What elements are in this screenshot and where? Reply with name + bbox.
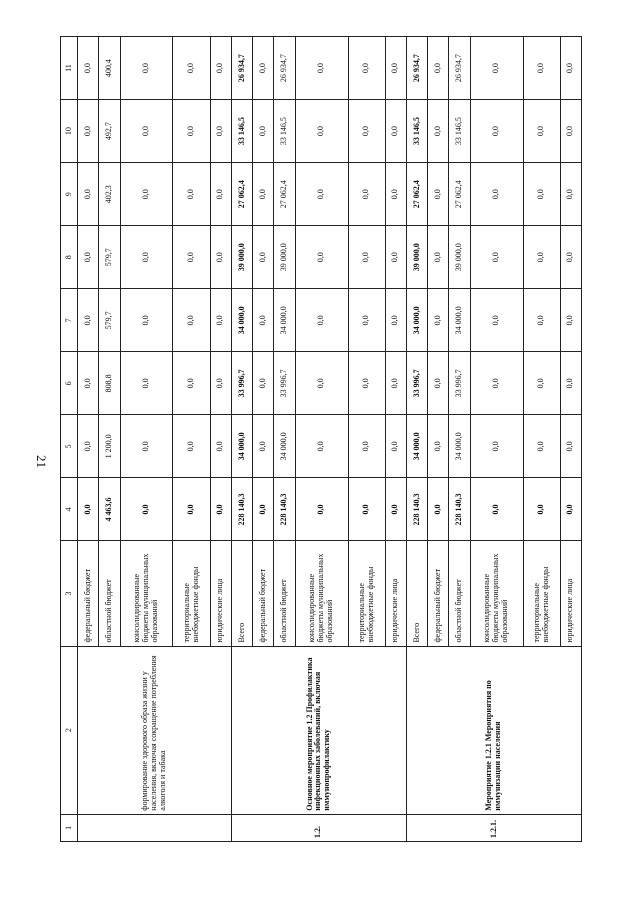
- value-cell: 0,0: [523, 478, 560, 541]
- table-row: [231, 37, 252, 842]
- value-cell: 0,0: [173, 415, 210, 478]
- value-cell: 0,0: [560, 226, 581, 289]
- funding-source: областной бюджет: [99, 541, 120, 646]
- value-cell: 0,0: [295, 163, 348, 226]
- value-cell: 0,0: [470, 226, 523, 289]
- value-cell: 26 934,7: [406, 37, 427, 100]
- value-cell: 26 934,7: [449, 37, 470, 100]
- value-cell: 228 140,3: [274, 478, 295, 541]
- value-cell: 0,0: [348, 100, 385, 163]
- value-cell: 0,0: [210, 226, 231, 289]
- column-number: 11: [61, 37, 78, 100]
- value-cell: 0,0: [560, 415, 581, 478]
- value-cell: 228 140,3: [449, 478, 470, 541]
- section-code: 1.2.1.: [406, 814, 581, 841]
- column-number-row: [61, 37, 78, 842]
- value-cell: 0,0: [210, 478, 231, 541]
- value-cell: 0,0: [523, 352, 560, 415]
- value-cell: 0,0: [428, 352, 449, 415]
- value-cell: 26 934,7: [274, 37, 295, 100]
- column-number: 4: [61, 478, 78, 541]
- value-cell: 0,0: [173, 37, 210, 100]
- value-cell: 0,0: [428, 415, 449, 478]
- value-cell: 0,0: [295, 37, 348, 100]
- value-cell: 0,0: [253, 289, 274, 352]
- value-cell: 0,0: [428, 289, 449, 352]
- value-cell: 0,0: [173, 100, 210, 163]
- value-cell: 0,0: [523, 100, 560, 163]
- value-cell: 0,0: [348, 289, 385, 352]
- value-cell: 0,0: [470, 37, 523, 100]
- value-cell: 34 000,0: [406, 415, 427, 478]
- value-cell: 0,0: [173, 478, 210, 541]
- value-cell: 39 000,0: [274, 226, 295, 289]
- value-cell: 0,0: [210, 289, 231, 352]
- value-cell: 33 996,7: [449, 352, 470, 415]
- value-cell: 0,0: [385, 478, 406, 541]
- value-cell: 33 146,5: [274, 100, 295, 163]
- value-cell: 0,0: [470, 352, 523, 415]
- value-cell: 0,0: [385, 37, 406, 100]
- value-cell: 34 000,0: [231, 289, 252, 352]
- funding-source: юридические лица: [210, 541, 231, 646]
- section-code: [78, 814, 232, 841]
- value-cell: 34 000,0: [274, 415, 295, 478]
- funding-source: территориальные внебюджетные фонды: [173, 541, 210, 646]
- value-cell: 0,0: [120, 37, 173, 100]
- value-cell: 0,0: [385, 226, 406, 289]
- value-cell: 0,0: [385, 352, 406, 415]
- value-cell: 0,0: [428, 226, 449, 289]
- value-cell: 0,0: [348, 37, 385, 100]
- value-cell: 0,0: [428, 37, 449, 100]
- value-cell: 33 146,5: [406, 100, 427, 163]
- value-cell: 0,0: [428, 478, 449, 541]
- value-cell: 39 000,0: [406, 226, 427, 289]
- value-cell: 0,0: [78, 352, 99, 415]
- value-cell: 27 062,4: [274, 163, 295, 226]
- value-cell: 0,0: [428, 100, 449, 163]
- value-cell: 400,4: [99, 37, 120, 100]
- value-cell: 0,0: [120, 100, 173, 163]
- table-row: [406, 37, 427, 842]
- value-cell: 0,0: [348, 415, 385, 478]
- value-cell: 0,0: [210, 415, 231, 478]
- value-cell: 0,0: [470, 163, 523, 226]
- funding-source: консолидированные бюджеты муниципальных образований: [295, 541, 348, 646]
- column-number: 1: [61, 814, 78, 841]
- value-cell: 0,0: [78, 226, 99, 289]
- value-cell: 4 463,6: [99, 478, 120, 541]
- column-number: 3: [61, 541, 78, 646]
- value-cell: 1 200,0: [99, 415, 120, 478]
- value-cell: 808,8: [99, 352, 120, 415]
- value-cell: 0,0: [523, 415, 560, 478]
- value-cell: 0,0: [253, 226, 274, 289]
- value-cell: 27 062,4: [406, 163, 427, 226]
- value-cell: 0,0: [295, 289, 348, 352]
- value-cell: 0,0: [173, 226, 210, 289]
- funding-source: консолидированные бюджеты муниципальных образований: [120, 541, 173, 646]
- column-number: 7: [61, 289, 78, 352]
- section-title: формирование здорового образа жизни у населения, включая сокращение потребления алкоголя и табака: [78, 646, 232, 814]
- value-cell: 0,0: [295, 415, 348, 478]
- funding-source: консолидированные бюджеты муниципальных образований: [470, 541, 523, 646]
- value-cell: 0,0: [210, 37, 231, 100]
- value-cell: 0,0: [78, 415, 99, 478]
- value-cell: 0,0: [385, 100, 406, 163]
- column-number: 9: [61, 163, 78, 226]
- funding-source: федеральный бюджет: [428, 541, 449, 646]
- value-cell: 0,0: [210, 100, 231, 163]
- value-cell: 0,0: [295, 352, 348, 415]
- value-cell: 0,0: [78, 289, 99, 352]
- value-cell: 0,0: [523, 163, 560, 226]
- funding-source: юридические лица: [560, 541, 581, 646]
- value-cell: 34 000,0: [449, 415, 470, 478]
- value-cell: 33 146,5: [449, 100, 470, 163]
- value-cell: 0,0: [210, 163, 231, 226]
- value-cell: 0,0: [253, 37, 274, 100]
- funding-source: Всего: [231, 541, 252, 646]
- value-cell: 34 000,0: [406, 289, 427, 352]
- column-number: 2: [61, 646, 78, 814]
- value-cell: 0,0: [560, 100, 581, 163]
- value-cell: 0,0: [385, 415, 406, 478]
- section-title: Основное мероприятие 1.2 Профилактика инфекционных заболеваний, включая иммунопрофилактику: [231, 646, 406, 814]
- value-cell: 0,0: [348, 352, 385, 415]
- funding-source: областной бюджет: [274, 541, 295, 646]
- section-title: Мероприятие 1.2.1 Мероприятия по иммунизации населения: [406, 646, 581, 814]
- value-cell: 0,0: [253, 415, 274, 478]
- value-cell: 228 140,3: [231, 478, 252, 541]
- value-cell: 33 996,7: [406, 352, 427, 415]
- funding-source: юридические лица: [385, 541, 406, 646]
- page-number: 21: [34, 455, 49, 468]
- column-number: 8: [61, 226, 78, 289]
- column-number: 6: [61, 352, 78, 415]
- value-cell: 0,0: [348, 478, 385, 541]
- value-cell: 0,0: [78, 478, 99, 541]
- value-cell: 0,0: [560, 37, 581, 100]
- funding-source: областной бюджет: [449, 541, 470, 646]
- value-cell: 0,0: [295, 226, 348, 289]
- table-container: [60, 36, 582, 842]
- funding-source: федеральный бюджет: [78, 541, 99, 646]
- value-cell: 0,0: [470, 289, 523, 352]
- value-cell: 0,0: [120, 289, 173, 352]
- value-cell: 0,0: [523, 289, 560, 352]
- value-cell: 402,3: [99, 163, 120, 226]
- value-cell: 0,0: [173, 289, 210, 352]
- value-cell: 33 996,7: [274, 352, 295, 415]
- value-cell: 0,0: [120, 226, 173, 289]
- value-cell: 0,0: [253, 478, 274, 541]
- value-cell: 0,0: [523, 226, 560, 289]
- value-cell: 0,0: [295, 100, 348, 163]
- value-cell: 0,0: [78, 100, 99, 163]
- value-cell: 0,0: [428, 163, 449, 226]
- value-cell: 579,7: [99, 226, 120, 289]
- value-cell: 0,0: [560, 352, 581, 415]
- value-cell: 26 934,7: [231, 37, 252, 100]
- value-cell: 0,0: [470, 478, 523, 541]
- value-cell: 0,0: [560, 478, 581, 541]
- funding-source: федеральный бюджет: [253, 541, 274, 646]
- value-cell: 0,0: [560, 289, 581, 352]
- value-cell: 579,7: [99, 289, 120, 352]
- value-cell: 39 000,0: [449, 226, 470, 289]
- value-cell: 492,7: [99, 100, 120, 163]
- value-cell: 0,0: [253, 100, 274, 163]
- value-cell: 0,0: [348, 226, 385, 289]
- value-cell: 33 146,5: [231, 100, 252, 163]
- value-cell: 0,0: [253, 163, 274, 226]
- section-code: 1.2.: [231, 814, 406, 841]
- value-cell: 0,0: [560, 163, 581, 226]
- value-cell: 0,0: [385, 289, 406, 352]
- value-cell: 0,0: [210, 352, 231, 415]
- funding-source: территориальные внебюджетные фонды: [348, 541, 385, 646]
- value-cell: 34 000,0: [449, 289, 470, 352]
- value-cell: 0,0: [253, 352, 274, 415]
- value-cell: 34 000,0: [231, 415, 252, 478]
- funding-source: территориальные внебюджетные фонды: [523, 541, 560, 646]
- value-cell: 0,0: [173, 163, 210, 226]
- value-cell: 0,0: [120, 163, 173, 226]
- value-cell: 33 996,7: [231, 352, 252, 415]
- value-cell: 0,0: [385, 163, 406, 226]
- budget-table: [60, 36, 582, 842]
- value-cell: 0,0: [523, 37, 560, 100]
- value-cell: 0,0: [470, 100, 523, 163]
- value-cell: 228 140,3: [406, 478, 427, 541]
- value-cell: 27 062,4: [231, 163, 252, 226]
- table-row: [78, 37, 99, 842]
- value-cell: 39 000,0: [231, 226, 252, 289]
- value-cell: 0,0: [295, 478, 348, 541]
- column-number: 10: [61, 100, 78, 163]
- value-cell: 34 000,0: [274, 289, 295, 352]
- value-cell: 0,0: [78, 163, 99, 226]
- value-cell: 0,0: [78, 37, 99, 100]
- column-number: 5: [61, 415, 78, 478]
- value-cell: 0,0: [348, 163, 385, 226]
- value-cell: 0,0: [173, 352, 210, 415]
- value-cell: 0,0: [120, 415, 173, 478]
- value-cell: 0,0: [120, 478, 173, 541]
- funding-source: Всего: [406, 541, 427, 646]
- value-cell: 27 062,4: [449, 163, 470, 226]
- value-cell: 0,0: [120, 352, 173, 415]
- value-cell: 0,0: [470, 415, 523, 478]
